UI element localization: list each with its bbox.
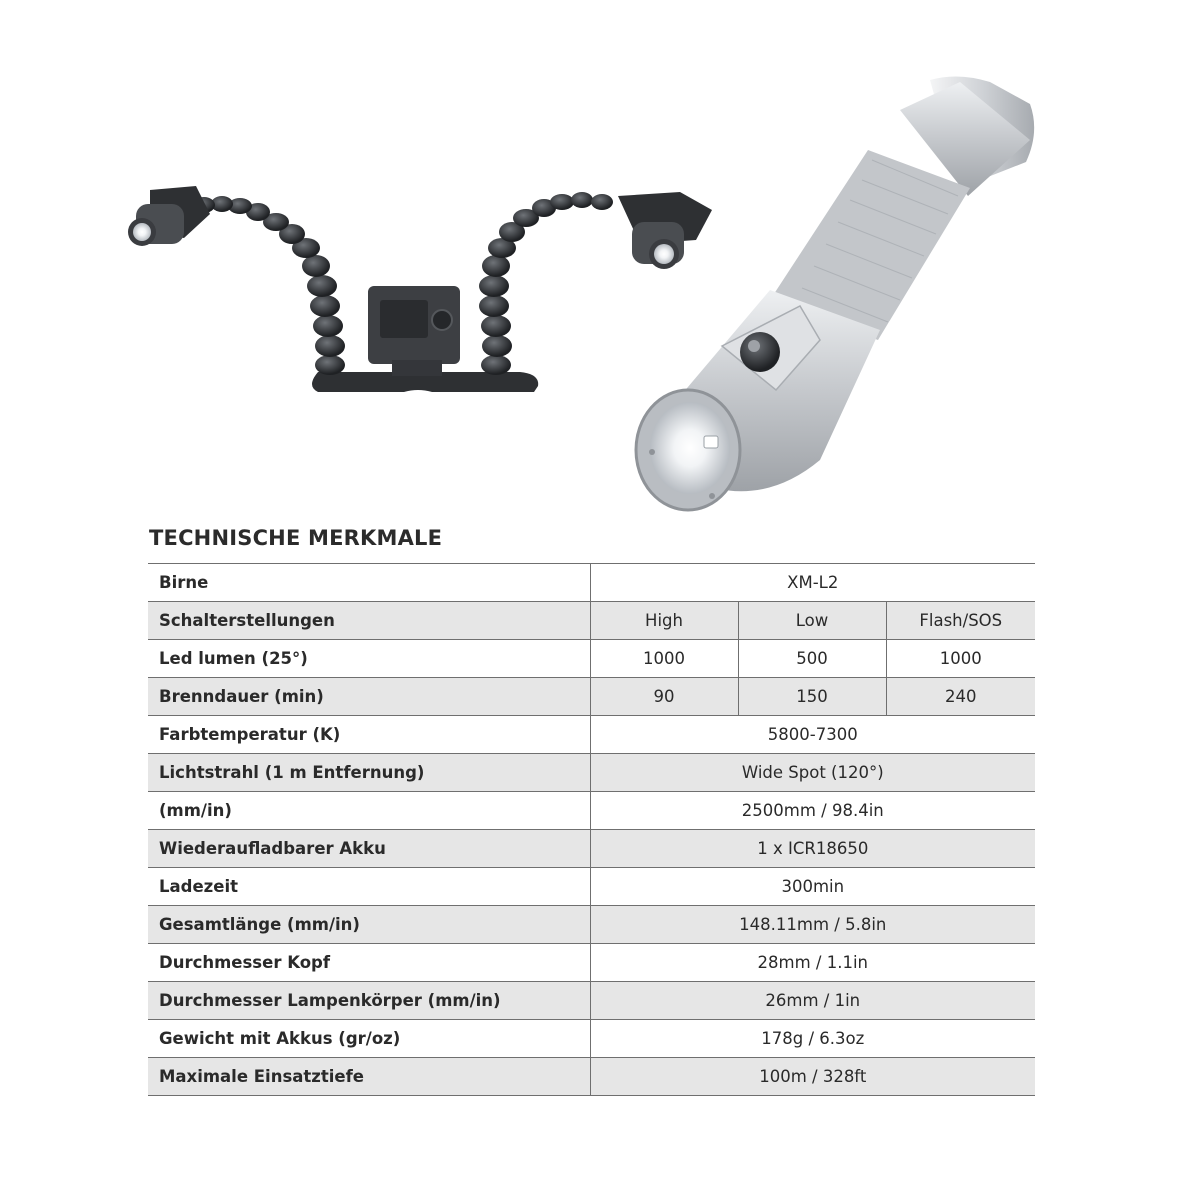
row-label: Birne: [148, 564, 590, 602]
table-row: [148, 868, 1035, 906]
row-value: Wide Spot (120°): [590, 754, 1035, 792]
row-value: 90: [590, 678, 738, 716]
table-row: [148, 944, 1035, 982]
row-value: 26mm / 1in: [590, 982, 1035, 1020]
row-value: 300min: [590, 868, 1035, 906]
product-photos: [0, 0, 1200, 520]
row-label: Farbtemperatur (K): [148, 716, 590, 754]
row-value: Flash/SOS: [886, 602, 1035, 640]
spec-table: [148, 563, 1035, 1096]
row-value: 1000: [886, 640, 1035, 678]
row-value: 1000: [590, 640, 738, 678]
table-row: [148, 830, 1035, 868]
row-label: Durchmesser Lampenkörper (mm/in): [148, 982, 590, 1020]
row-value: 240: [886, 678, 1035, 716]
row-value: XM-L2: [590, 564, 1035, 602]
row-label: Ladezeit: [148, 868, 590, 906]
table-row: [148, 1058, 1035, 1096]
table-row: [148, 716, 1035, 754]
row-value: Low: [738, 602, 886, 640]
table-row: [148, 564, 1035, 602]
table-row: [148, 906, 1035, 944]
row-label: Wiederaufladbarer Akku: [148, 830, 590, 868]
row-value: High: [590, 602, 738, 640]
row-label: Lichtstrahl (1 m Entfernung): [148, 754, 590, 792]
row-label: Brenndauer (min): [148, 678, 590, 716]
row-value: 1 x ICR18650: [590, 830, 1035, 868]
row-value: 150: [738, 678, 886, 716]
dive-torch-icon: [636, 76, 1034, 510]
row-value: 2500mm / 98.4in: [590, 792, 1035, 830]
row-label: Gesamtlänge (mm/in): [148, 906, 590, 944]
row-value: 28mm / 1.1in: [590, 944, 1035, 982]
table-row: [148, 1020, 1035, 1058]
row-label: (mm/in): [148, 792, 590, 830]
row-value: 148.11mm / 5.8in: [590, 906, 1035, 944]
table-row: [148, 754, 1035, 792]
table-row: [148, 678, 1035, 716]
row-value: 100m / 328ft: [590, 1058, 1035, 1096]
table-row: [148, 640, 1035, 678]
row-value: 5800-7300: [590, 716, 1035, 754]
camera-tray-icon: [128, 186, 712, 392]
table-row: [148, 602, 1035, 640]
row-value: 500: [738, 640, 886, 678]
section-title: TECHNISCHE MERKMALE: [149, 526, 443, 550]
row-value: 178g / 6.3oz: [590, 1020, 1035, 1058]
table-row: [148, 792, 1035, 830]
table-row: [148, 982, 1035, 1020]
row-label: Led lumen (25°): [148, 640, 590, 678]
row-label: Durchmesser Kopf: [148, 944, 590, 982]
row-label: Gewicht mit Akkus (gr/oz): [148, 1020, 590, 1058]
row-label: Schalterstellungen: [148, 602, 590, 640]
row-label: Maximale Einsatztiefe: [148, 1058, 590, 1096]
